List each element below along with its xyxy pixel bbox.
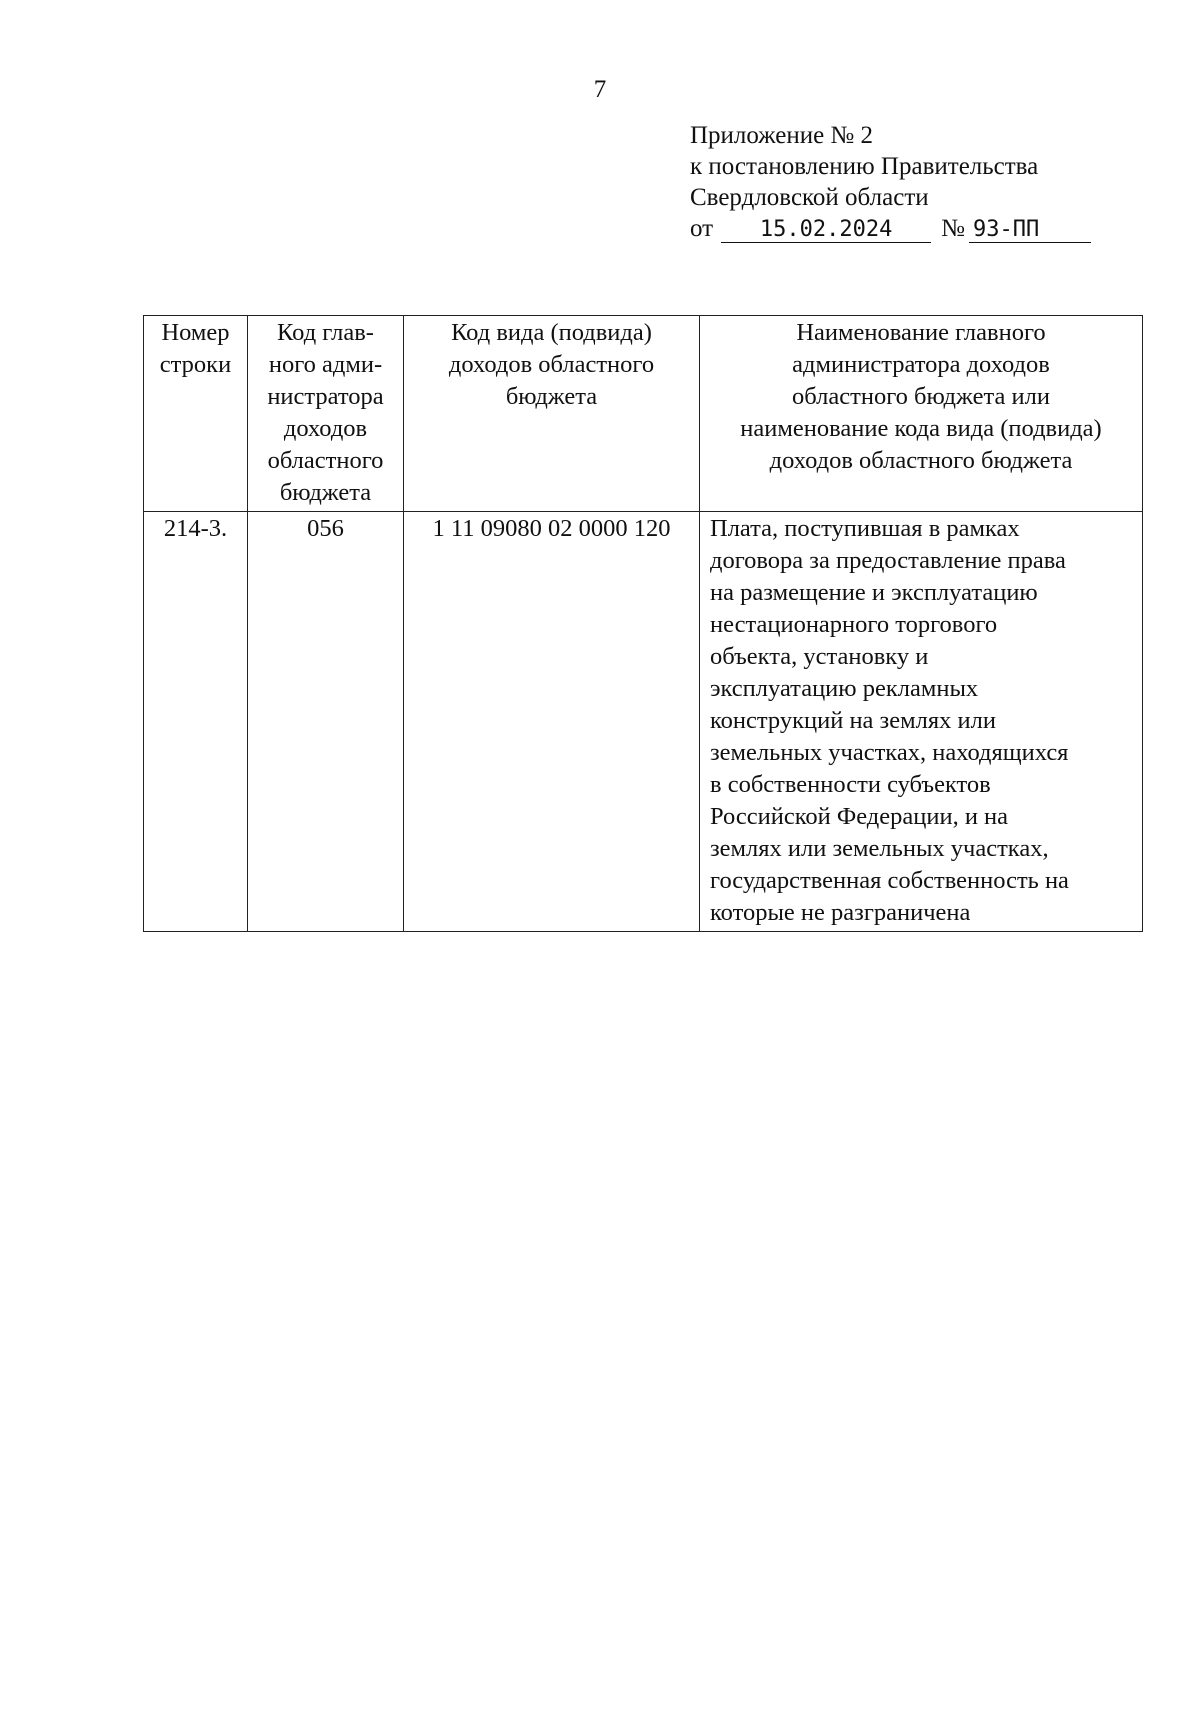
text-line: строки [159, 351, 232, 378]
appendix-header [690, 120, 1091, 244]
text-line: бюджета [505, 383, 598, 410]
text-line: доходов [283, 415, 368, 442]
text-line: Плата, поступившая в рамках [710, 515, 1020, 542]
header-admin-code [248, 316, 404, 512]
cell-income-code: 1 11 09080 02 0000 120 [404, 512, 700, 932]
resolution-number: 93-ПП [969, 218, 1091, 243]
header-row-number [144, 316, 248, 512]
header-name [700, 316, 1143, 512]
header-income-code [404, 316, 700, 512]
text-line: объекта, установку и [710, 643, 929, 670]
appendix-title: Приложение № 2 [690, 122, 874, 149]
text-line: областного бюджета или [792, 383, 1050, 410]
text-line: эксплуатацию рекламных [710, 675, 979, 702]
text-line: Номер [161, 319, 230, 346]
resolution-date: 15.02.2024 [721, 218, 931, 243]
appendix-region: Свердловской области [690, 184, 929, 211]
cell-row-number: 214-3. [144, 512, 248, 932]
text-line: администратора доходов [792, 351, 1050, 378]
text-line: доходов областного бюджета [769, 447, 1073, 474]
page-number: 7 [593, 76, 607, 103]
text-line: договора за предоставление права [710, 547, 1066, 574]
text-line: земельных участках, находящихся [710, 739, 1069, 766]
text-line: Наименование главного [796, 319, 1046, 346]
text-line: землях или земельных участках, [710, 835, 1049, 862]
income-codes-table [143, 315, 1143, 932]
text-line: на размещение и эксплуатацию [710, 579, 1038, 606]
text-line: ного адми- [268, 351, 383, 378]
text-line: нистратора [267, 383, 384, 410]
text-line: государственная собственность на [710, 867, 1069, 894]
text-line: нестационарного торгового [710, 611, 998, 638]
from-label: от [690, 215, 714, 242]
text-line: наименование кода вида (подвида) [740, 415, 1102, 442]
table-row [144, 512, 1143, 932]
text-line: областного [267, 447, 384, 474]
text-line: которые не разграничена [710, 899, 971, 926]
text-line: доходов областного [448, 351, 655, 378]
appendix-resolution-ref: к постановлению Правительства [690, 153, 1039, 180]
text-line: бюджета [279, 479, 372, 506]
text-line: Российской Федерации, и на [710, 803, 1009, 830]
cell-admin-code: 056 [248, 512, 404, 932]
text-line: Код глав- [277, 319, 374, 346]
number-sign: № [941, 215, 965, 242]
table-header-row [144, 316, 1143, 512]
cell-name [700, 512, 1143, 932]
appendix-date-number-line [690, 213, 1091, 244]
text-line: Код вида (подвида) [451, 319, 652, 346]
text-line: в собственности субъектов [710, 771, 991, 798]
text-line: конструкций на землях или [710, 707, 996, 734]
